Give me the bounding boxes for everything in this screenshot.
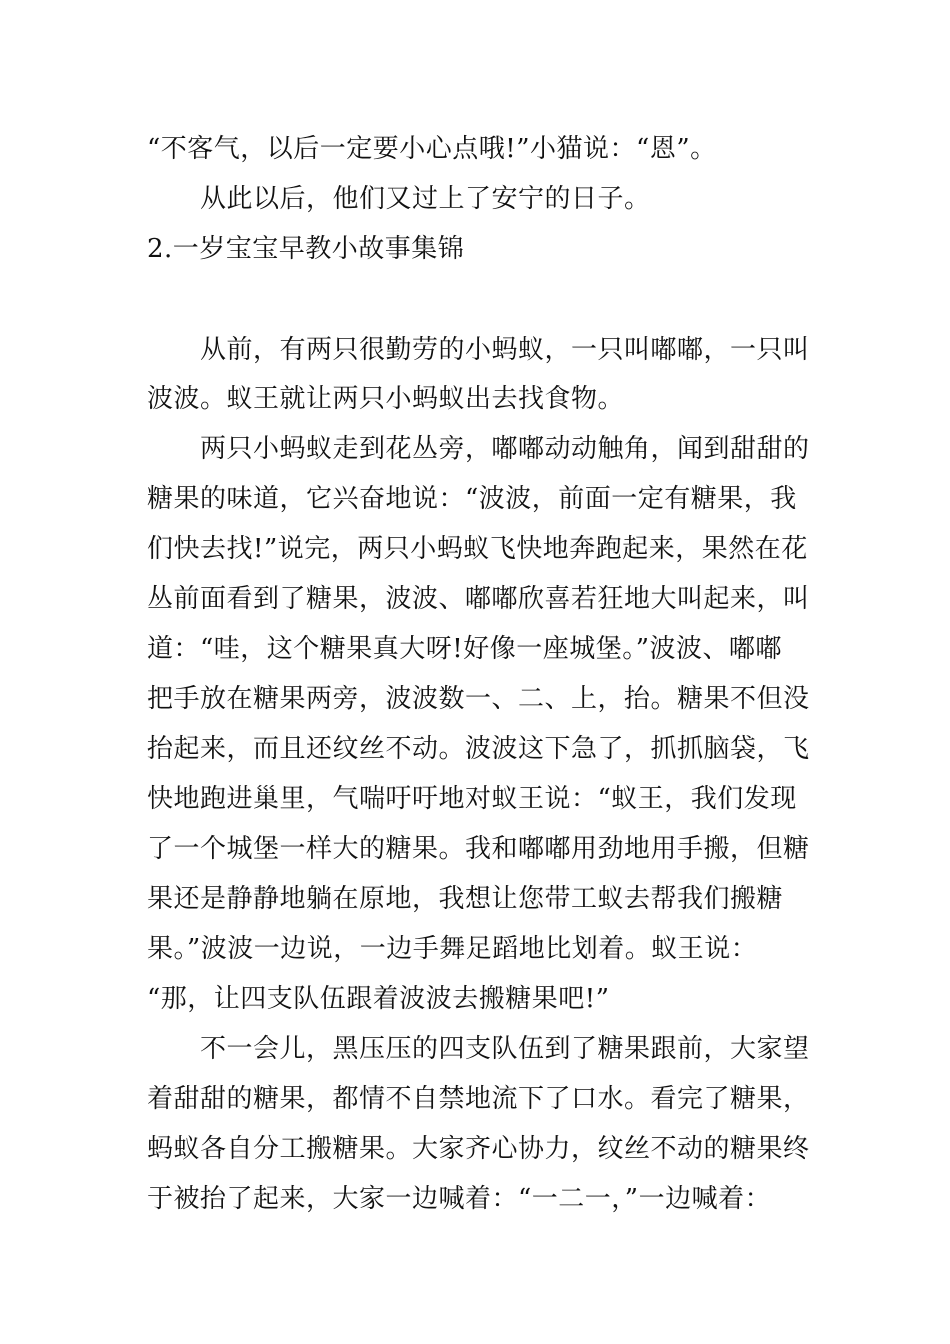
text-line: 果。”波波一边说，一边手舞足蹈地比划着。蚁王说： bbox=[147, 934, 758, 964]
text-line: 于被抬了起来，大家一边喊着：“一二一，”一边喊着： bbox=[147, 1184, 772, 1214]
text-line: 着甜甜的糖果，都情不自禁地流下了口水。看完了糖果， bbox=[147, 1084, 810, 1114]
text-line: 从此以后，他们又过上了安宁的日子。 bbox=[200, 184, 651, 214]
text-line: 抬起来，而且还纹丝不动。波波这下急了，抓抓脑袋，飞 bbox=[147, 734, 810, 764]
text-line: 快地跑进巢里，气喘吁吁地对蚁王说：“蚁王，我们发现 bbox=[147, 784, 797, 814]
section-heading: 2.一岁宝宝早教小故事集锦 bbox=[147, 234, 465, 264]
text-line: 波波。蚁王就让两只小蚂蚁出去找食物。 bbox=[147, 384, 625, 414]
text-line: 糖果的味道，它兴奋地说：“波波，前面一定有糖果，我 bbox=[147, 484, 797, 514]
text-line: 们快去找!”说完，两只小蚂蚁飞快地奔跑起来，果然在花 bbox=[147, 534, 808, 564]
text-line: “不客气，以后一定要小心点哦!”小猫说：“恩”。 bbox=[147, 134, 717, 164]
text-line: 蚂蚁各自分工搬糖果。大家齐心协力，纹丝不动的糖果终 bbox=[147, 1134, 810, 1164]
text-line: 两只小蚂蚁走到花丛旁，嘟嘟动动触角，闻到甜甜的 bbox=[200, 434, 810, 464]
text-line: 了一个城堡一样大的糖果。我和嘟嘟用劲地用手搬，但糖 bbox=[147, 834, 810, 864]
text-line: 从前，有两只很勤劳的小蚂蚁，一只叫嘟嘟，一只叫 bbox=[200, 335, 810, 365]
text-line: 果还是静静地躺在原地，我想让您带工蚁去帮我们搬糖 bbox=[147, 884, 784, 914]
text-line: 把手放在糖果两旁，波波数一、二、上，抬。糖果不但没 bbox=[147, 684, 810, 714]
text-line: 丛前面看到了糖果，波波、嘟嘟欣喜若狂地大叫起来，叫 bbox=[147, 584, 810, 614]
text-line: 不一会儿，黑压压的四支队伍到了糖果跟前，大家望 bbox=[200, 1034, 810, 1064]
text-line: “那，让四支队伍跟着波波去搬糖果吧!” bbox=[147, 984, 610, 1014]
text-line: 道：“哇，这个糖果真大呀!好像一座城堡。”波波、嘟嘟 bbox=[147, 634, 783, 664]
